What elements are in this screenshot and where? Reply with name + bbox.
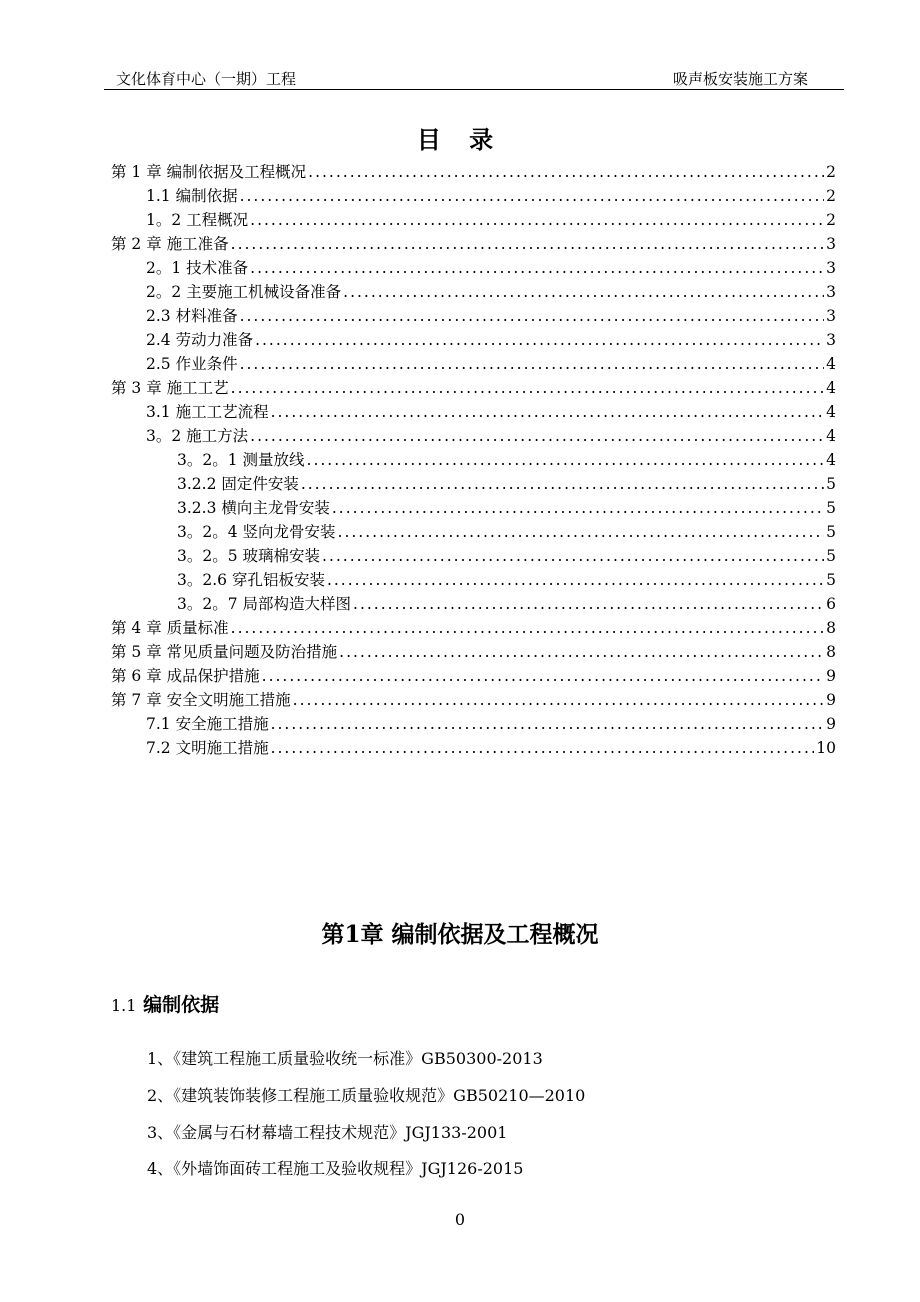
section-title: 编制依据 [143, 994, 220, 1016]
toc-entry[interactable]: 第 5 章 常见质量问题及防治措施 ..... 8 [111, 640, 836, 664]
header-document-title: 吸声板安装施工方案 [672, 70, 808, 88]
toc-entry[interactable]: 3。2。1 测量放线 ..... 4 [177, 448, 836, 472]
header-project-name: 文化体育中心（一期）工程 [116, 70, 297, 88]
section-number: 1.1 [111, 996, 137, 1015]
page-number: 0 [454, 1210, 466, 1229]
toc-entry[interactable]: 第 7 章 安全文明施工措施 ..... 9 [111, 688, 836, 712]
toc-entry[interactable]: 3。2。7 局部构造大样图 ..... 6 [177, 592, 836, 616]
reference-item: 1、《建筑工程施工质量验收统一标准》GB50300-2013 [147, 1049, 543, 1068]
toc-entry[interactable]: 2.3 材料准备 ..... 3 [146, 304, 836, 328]
toc-entry[interactable]: 3.2.3 横向主龙骨安装 ..... 5 [177, 496, 836, 520]
toc-entry[interactable]: 第 1 章 编制依据及工程概况 ..... 2 [111, 160, 836, 184]
toc-entry[interactable]: 第 3 章 施工工艺 ..... 4 [111, 376, 836, 400]
toc-entry[interactable]: 第 2 章 施工准备 ..... 3 [111, 232, 836, 256]
toc-entry[interactable]: 2.5 作业条件 ..... 4 [146, 352, 836, 376]
toc-entry[interactable]: 1.1 编制依据 ..... 2 [146, 184, 836, 208]
section-heading [111, 990, 219, 1017]
toc-entry[interactable]: 3.2.2 固定件安装 ..... 5 [177, 472, 836, 496]
toc-entry[interactable]: 第 6 章 成品保护措施 ..... 9 [111, 664, 836, 688]
reference-item: 2、《建筑装饰装修工程施工质量验收规范》GB50210—2010 [147, 1086, 586, 1105]
toc-entry[interactable]: 3。2 施工方法 ..... 4 [146, 424, 836, 448]
toc-entry[interactable]: 2。1 技术准备 ..... 3 [146, 256, 836, 280]
toc-entry[interactable]: 7.1 安全施工措施 ..... 9 [146, 712, 836, 736]
toc-entry[interactable]: 3。2.6 穿孔铝板安装 ..... 5 [177, 568, 836, 592]
reference-item: 4、《外墙饰面砖工程施工及验收规程》JGJ126-2015 [147, 1159, 524, 1178]
toc-entry[interactable]: 1。2 工程概况 ..... 2 [146, 208, 836, 232]
toc-entry[interactable]: 2.4 劳动力准备 ..... 3 [146, 328, 836, 352]
toc-entry[interactable]: 第 4 章 质量标准 ..... 8 [111, 616, 836, 640]
toc-entry[interactable]: 3.1 施工工艺流程 ..... 4 [146, 400, 836, 424]
toc-entry[interactable]: 2。2 主要施工机械设备准备 ..... 3 [146, 280, 836, 304]
toc-entry[interactable]: 3。2。4 竖向龙骨安装 ..... 5 [177, 520, 836, 544]
toc-entry[interactable]: 3。2。5 玻璃棉安装 ..... 5 [177, 544, 836, 568]
page-header [104, 66, 844, 90]
chapter-title: 第1章 编制依据及工程概况 [321, 921, 599, 948]
reference-item: 3、《金属与石材幕墙工程技术规范》JGJ133-2001 [147, 1123, 508, 1142]
toc-title: 目 录 [416, 125, 504, 154]
toc-entry[interactable]: 7.2 文明施工措施 ..... 10 [146, 736, 836, 760]
